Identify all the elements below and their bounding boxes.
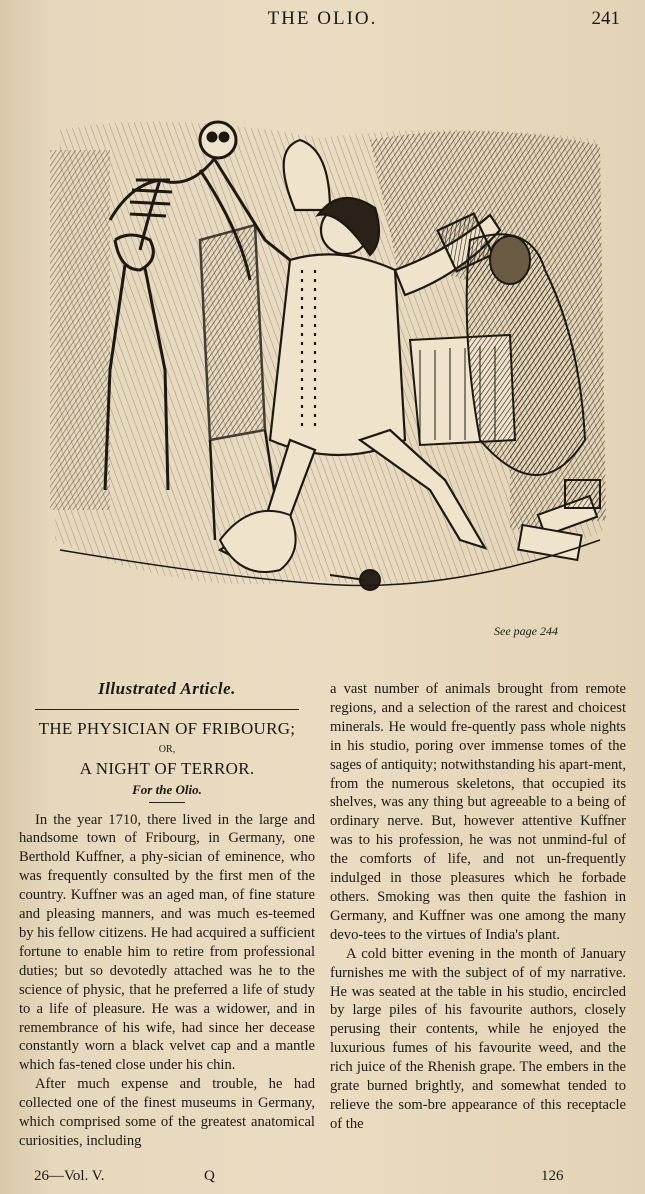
right-column	[330, 680, 626, 1134]
article-or: OR,	[158, 743, 176, 755]
illustration-caption: See page 244	[494, 624, 558, 638]
gathering-mark: Q	[204, 1168, 215, 1184]
paragraph: a vast number of animals brought from remote regions, and a selection of the rarest and choicest minerals. He would fre-quently pass whole nights in his studio, poring over immense tomes of the sages of antiquity; notwithstanding his apart-ment, from the numerous skeletons, that occupied its shelves, was any thing but agreeable to a being of ordinary nerve. But, however attentive Kuffner was to his profession, he was not unmind-ful of the comforts of life, and not un-frequently indulged in those pleasures which he forbade others. Smoking was then quite the fashion in Germany, and Kuffner was one among the many devo-tees to the virtues of India's plant.	[330, 681, 626, 943]
paragraph: A cold bitter evening in the month of January furnishes me with the subject of of my narrative. He was seated at the table in his studio, encircled by large piles of his favourite authors, closely perusing their contents, while he enjoyed the luxurious fumes of his favourite weed, and the rich juice of the Rhenish grape. The embers in the grate burned brightly, and somewhat tended to relieve the som-bre appearance of this receptacle of the	[330, 945, 626, 1132]
heading-rule	[35, 709, 299, 710]
byline-rule	[149, 802, 185, 803]
paragraph: In the year 1710, there lived in the large and handsome town of Fribourg, in Germany, one Berthold Kuffner, a phy-sician of eminence, who was frequently consulted by the first men of the country. Kuffner was an aged man, of fine stature and pleasing manners, and was much es-teemed by his fellow citizens. He had acquired a sufficient fortune to enable him to retire from professional duties; but so devotedly attached was he to the science of physic, that he preferred a life of study to a life of pleasure. He was a widower, and in remembrance of his wife, had since her decease constantly worn a black velvet cap and a mantle which fas-tened close under his chin.	[19, 811, 315, 1074]
left-column	[19, 680, 315, 1151]
article-subtitle: A NIGHT OF TERROR.	[79, 758, 255, 778]
article-byline: For the Olio.	[132, 781, 202, 797]
paragraph: After much expense and trouble, he had collected one of the finest museums in Germany, which comprised some of the greatest anatomical curiosities, including	[19, 1076, 315, 1149]
section-heading: Illustrated Article.	[98, 679, 236, 698]
page-footer	[0, 1168, 645, 1190]
signature-mark: 26—Vol. V.	[34, 1168, 105, 1184]
engraving-illustration	[40, 110, 612, 600]
engraving-scene	[40, 110, 612, 600]
folio-number: 126	[541, 1168, 564, 1184]
running-title: THE OLIO.	[267, 8, 378, 29]
page-number: 241	[591, 8, 620, 29]
running-head	[0, 8, 645, 34]
article-title: THE PHYSICIAN OF FRIBOURG;	[38, 718, 296, 738]
